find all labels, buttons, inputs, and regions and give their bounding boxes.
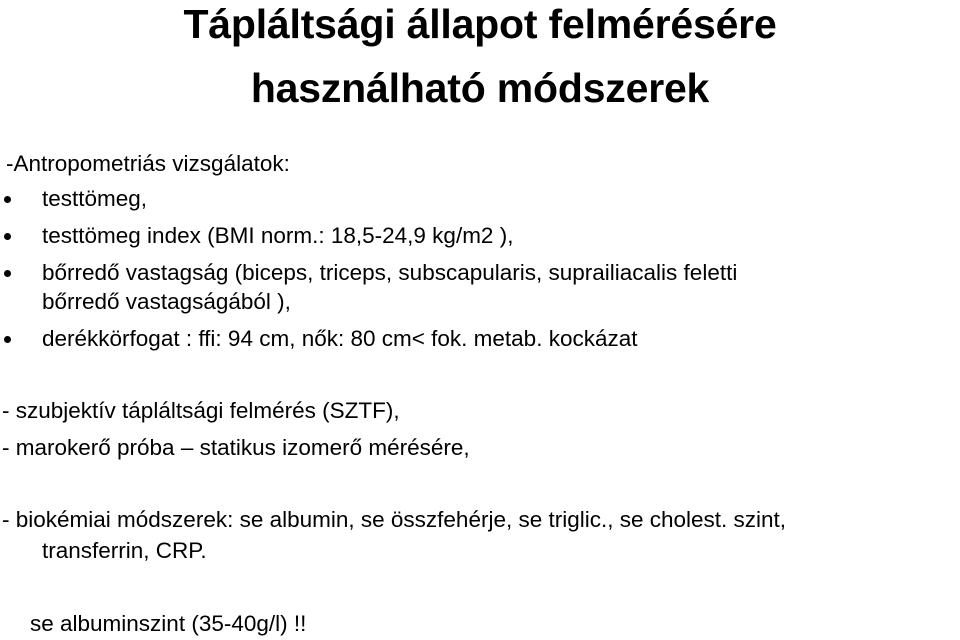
albumin-note: se albuminszint (35-40g/l) !!	[30, 611, 307, 636]
bullet-dot	[4, 196, 11, 203]
biochem-line-2: transferrin, CRP.	[42, 538, 207, 563]
bullet-dot	[4, 336, 11, 343]
biochem-line-1: - biokémiai módszerek: se albumin, se összfehérje, se triglic., se cholest. szint,	[2, 507, 787, 532]
bullet-dot	[4, 270, 11, 277]
bullet-bmi: testtömeg index (BMI norm.: 18,5-24,9 kg/m2 ),	[42, 223, 514, 248]
method-sztf: - szubjektív tápláltsági felmérés (SZTF),	[2, 398, 400, 423]
anthropometry-heading: -Antropometriás vizsgálatok:	[6, 151, 290, 176]
bullet-waist: derékkörfogat : ffi: 94 cm, nők: 80 cm< fok. metab. kockázat	[42, 326, 638, 351]
bullet-skinfold-continued: bőrredő vastagságából ),	[42, 289, 291, 314]
bullet-body-weight: testtömeg,	[42, 186, 148, 211]
slide-title-line-1: Tápláltsági állapot felmérésére	[183, 1, 777, 47]
bullet-skinfold: bőrredő vastagság (biceps, triceps, subscapularis, suprailiacalis feletti	[42, 260, 738, 285]
slide-title-line-2: használható módszerek	[250, 65, 710, 111]
bullet-dot	[4, 233, 11, 240]
method-grip-strength: - marokerő próba – statikus izomerő mérésére,	[2, 435, 470, 460]
